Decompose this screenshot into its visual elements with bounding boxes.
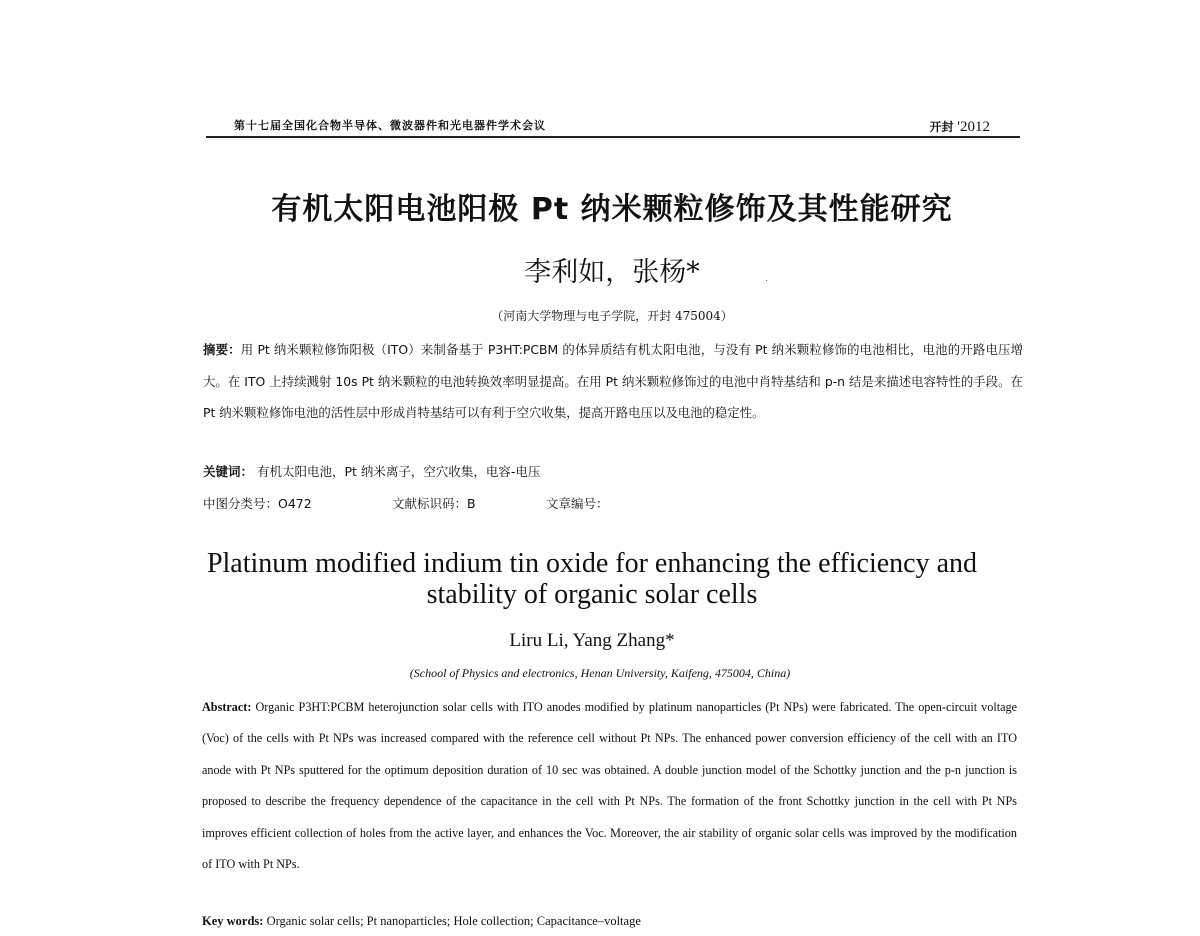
chinese-keywords bbox=[203, 462, 540, 480]
chinese-authors: 李利如，张杨* bbox=[524, 257, 700, 288]
english-keywords-label: Key words: bbox=[202, 914, 264, 928]
english-abstract bbox=[202, 692, 1017, 880]
header-year: '2012 bbox=[957, 119, 990, 135]
running-header-location bbox=[930, 118, 990, 136]
document-code: 文献标识码：B bbox=[392, 496, 476, 511]
english-title-line-2: stability of organic solar cells bbox=[426, 579, 758, 610]
english-authors: Liru Li, Yang Zhang* bbox=[509, 630, 675, 651]
header-rule bbox=[206, 136, 1020, 138]
english-keywords bbox=[202, 914, 641, 929]
english-affiliation: (School of Physics and electronics, Henan University, Kaifeng, 475004, China) bbox=[409, 666, 791, 680]
scan-speck bbox=[766, 280, 767, 281]
english-abstract-text: Organic P3HT:PCBM heterojunction solar cells with ITO anodes modified by platinum nanoparticles (Pt NPs) were fabricated. The open-circuit voltage (Voc) of the cells with Pt NPs was increased compared with the reference cell without Pt NPs. The enhanced power conversion efficiency of the cell with an ITO anode with Pt NPs sputtered for the optimum deposition duration of 10 sec was obtained. A double junction model of the Schottky junction and the p-n junction is proposed to describe the frequency dependence of the capacitance in the cell with Pt NPs. The formation of the front Schottky junction in the cell with Pt NPs improves efficient collection of holes from the active layer, and enhances the Voc. Moreover, the air stability of organic solar cells was improved by the modification of ITO with Pt NPs. bbox=[202, 700, 1018, 872]
chinese-keywords-text: 有机太阳电池，Pt 纳米离子，空穴收集，电容-电压 bbox=[257, 464, 541, 479]
running-header-conference: 第十七届全国化合物半导体、微波器件和光电器件学术会议 bbox=[234, 119, 546, 132]
chinese-abstract bbox=[203, 334, 1023, 429]
classification-number: 中图分类号：O472 bbox=[203, 496, 312, 511]
chinese-title: 有机太阳电池阳极 Pt 纳米颗粒修饰及其性能研究 bbox=[271, 192, 953, 227]
chinese-abstract-label: 摘要： bbox=[203, 342, 241, 357]
english-title bbox=[150, 548, 1034, 610]
chinese-affiliation: （河南大学物理与电子学院，开封 475004） bbox=[491, 309, 733, 323]
chinese-keywords-label: 关键词： bbox=[203, 464, 254, 479]
header-city: 开封 bbox=[929, 120, 954, 134]
article-number: 文章编号： bbox=[546, 496, 609, 511]
english-abstract-label: Abstract: bbox=[202, 700, 252, 714]
chinese-abstract-text: 用 Pt 纳米颗粒修饰阳极（ITO）来制备基于 P3HT:PCBM 的体异质结有机太阳电池，与没有 Pt 纳米颗粒修饰的电池相比，电池的开路电压增大。在 ITO 上持续溅射 10s Pt 纳米颗粒的电池转换效率明显提高。在用 Pt 纳米颗粒修饰过的电池中肖特基结和 p-n 结是来描述电容特性的手段。在 Pt 纳米颗粒修饰电池的活性层中形成肖特基结可以有利于空穴收集，提高开路电压以及电池的稳定性。 bbox=[203, 342, 1024, 420]
english-keywords-text: Organic solar cells; Pt nanoparticles; Hole collection; Capacitance–voltage bbox=[266, 914, 641, 928]
english-title-line-1: Platinum modified indium tin oxide for enhancing the efficiency and bbox=[206, 548, 978, 579]
